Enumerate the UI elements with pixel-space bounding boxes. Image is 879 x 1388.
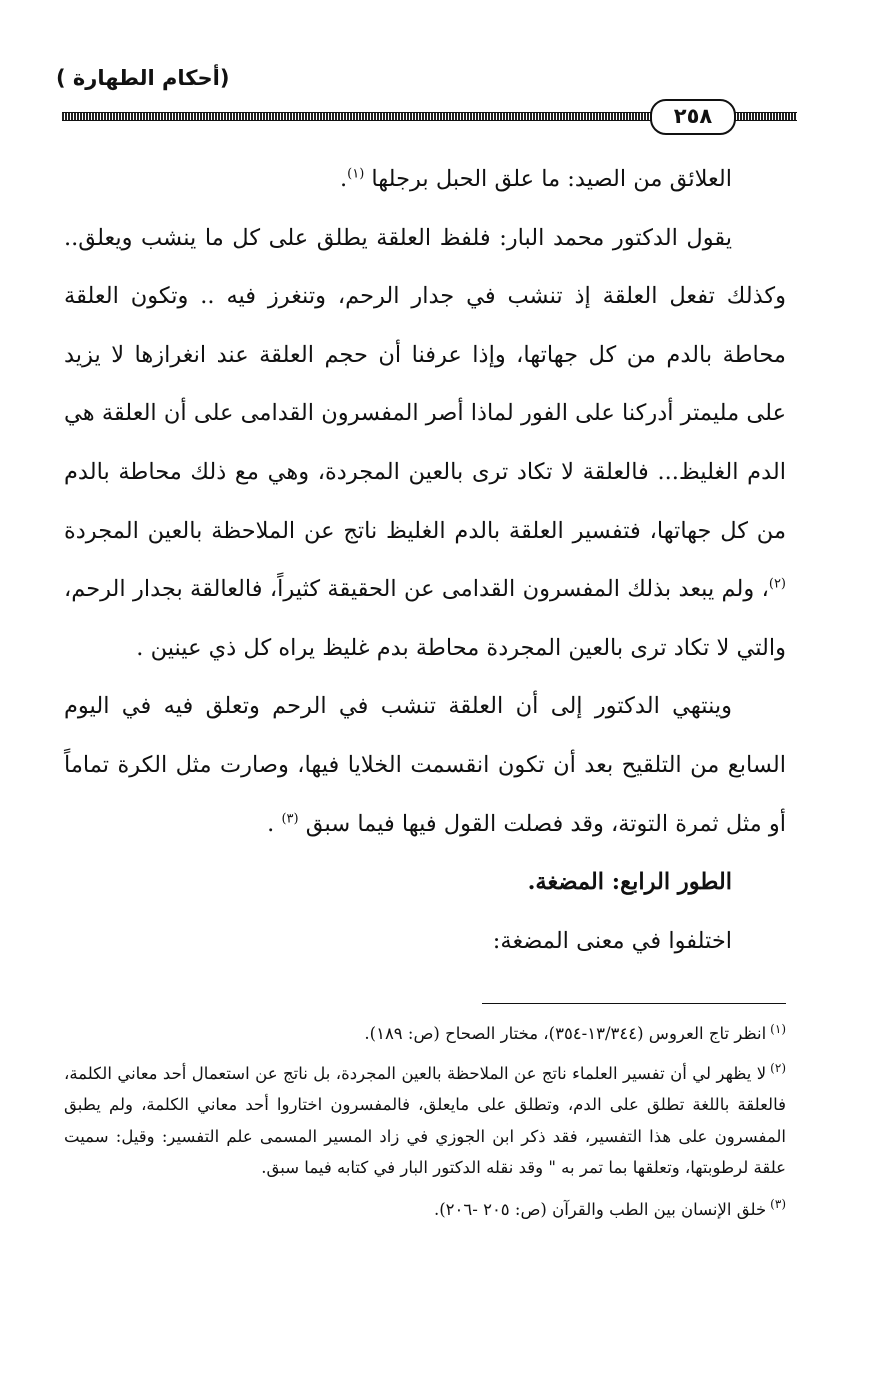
footnote-ref-2: (٢) <box>768 576 786 592</box>
footnote-1-text: انظر تاج العروس (١٣/٣٤٤-٣٥٤)، مختار الصحاح (ص: ١٨٩). <box>364 1024 767 1043</box>
footnote-1-number: (١) <box>770 1021 786 1036</box>
page-number: ٢٥٨ <box>650 99 736 135</box>
footnote-1 <box>64 1018 786 1050</box>
paragraph-1-text: العلائق من الصيد: ما علق الحبل برجلها <box>371 166 732 192</box>
body-text <box>64 150 786 970</box>
footnote-ref-3: (٣) <box>281 811 299 827</box>
footnote-3 <box>64 1194 786 1226</box>
running-title: (أحكام الطهارة ) <box>56 66 230 90</box>
paragraph-1 <box>64 150 786 209</box>
paragraph-1-tail: . <box>339 166 348 192</box>
footnote-2-text: لا يظهر لي أن تفسير العلماء ناتج عن الملاحظة بالعين المجردة، بل ناتج عن استعمال أحد معاني الكلمة، فالعلقة باللغة تطلق على الدم، وتطلق على مايعلق، فالمفسرون اختاروا أحد معاني الكلمة، ولم يطبق المفسرون على هذا التفسير، فقد ذكر ابن الجوزي في زاد المسير المسمى علم التفسير: وقيل: سميت علقة لرطوبتها، وتعلقها بما تمر به " وقد نقله الدكتور البار في كتابه فيما سبق. <box>64 1063 786 1178</box>
paragraph-2-text: يقول الدكتور محمد البار: فلفظ العلقة يطلق على كل ما ينشب ويعلق.. وكذلك تفعل العلقة إذ تنشب في جدار الرحم، وتنغرز فيه .. وتكون العلقة محاطة بالدم من كل جهاتها، وإذا عرفنا أن حجم العلقة عند انغرازها لا يزيد على مليمتر أدركنا على الفور لماذا أصر المفسرون القدامى على أن العلقة هي الدم الغليظ... فالعلقة لا تكاد ترى بالعين المجردة، وهي مع ذلك محاطة بالدم من كل جهاتها، فتفسير العلقة بالدم الغليظ ناتج عن الملاحظة بالعين المجردة <box>64 224 786 544</box>
paragraph-3-text: وينتهي الدكتور إلى أن العلقة تنشب في الرحم وتعلق فيه في اليوم السابع من التلقيح بعد أن تكون انقسمت الخلايا فيها، وصارت مثل الكرة تماماً أو مثل ثمرة التوتة، وقد فصلت القول فيها فيما سبق <box>64 693 786 837</box>
footnote-separator <box>482 1003 786 1004</box>
section-heading: الطور الرابع: المضغة. <box>527 869 732 896</box>
footnote-3-number: (٣) <box>770 1197 786 1212</box>
paragraph-2-tail: ، ولم يبعد بذلك المفسرون القدامى عن الحقيقة كثيراً، فالعالقة بجدار الرحم، والتي لا تكاد ترى بالعين المجردة محاطة بدم غليظ يراه كل ذي عينين . <box>64 576 786 661</box>
footnote-2-number: (٢) <box>770 1061 786 1076</box>
footnote-3-text: خلق الإنسان بين الطب والقرآن (ص: ٢٠٥ -٢٠٦). <box>433 1199 767 1219</box>
section-subheading: اختلفوا في معنى المضغة: <box>492 927 732 954</box>
paragraph-2 <box>64 209 786 678</box>
footnotes <box>64 1018 786 1226</box>
paragraph-3-tail: . <box>267 810 282 837</box>
footnote-2 <box>64 1058 786 1184</box>
paragraph-3 <box>64 677 786 853</box>
footnote-ref-1: (١) <box>347 166 365 182</box>
